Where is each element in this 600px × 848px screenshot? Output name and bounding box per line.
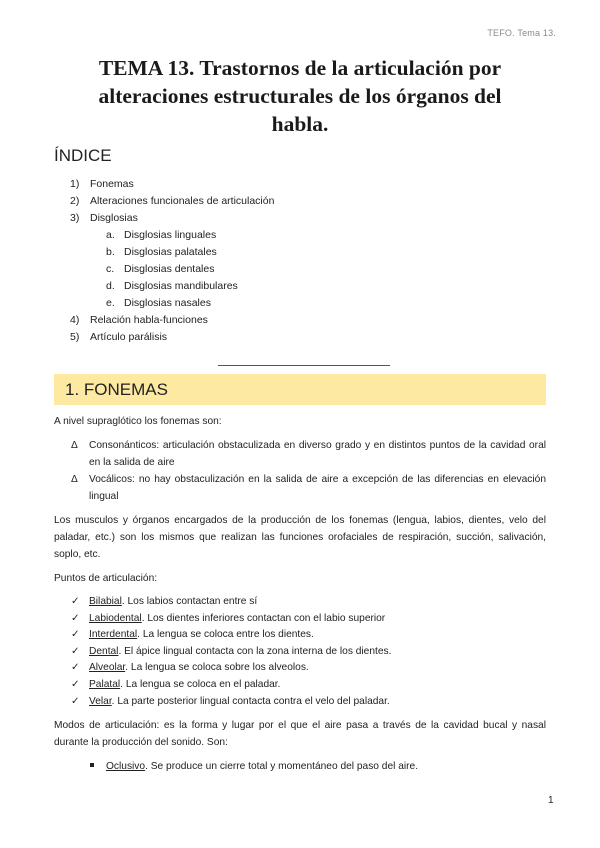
toc-number: 4) <box>70 314 80 326</box>
definition: . La lengua se coloca en el paladar. <box>120 678 281 690</box>
section-heading: 1. FONEMAS <box>65 380 168 399</box>
points-intro: Puntos de articulación: <box>54 573 158 584</box>
articulation-points-list <box>54 594 546 710</box>
term: Dental <box>89 645 119 657</box>
toc-subnumber: a. <box>106 229 115 241</box>
list-item <box>54 627 546 644</box>
toc-sublabel: Disglosias palatales <box>124 246 217 258</box>
toc-subitem <box>70 295 274 312</box>
toc-label: Fonemas <box>90 178 134 190</box>
list-item-text: Consonánticos: articulación obstaculizada en diverso grado y en distintos puntos de la cavidad oral en la salida de aire <box>89 440 546 468</box>
section-heading-bar <box>54 374 546 405</box>
list-item <box>54 660 546 677</box>
toc-sublabel: Disglosias dentales <box>124 263 215 275</box>
title-line-2: alteraciones estructurales de los órganos del <box>98 84 502 108</box>
title-line-1: TEMA 13. Trastornos de la articulación por <box>98 56 502 80</box>
muscles-paragraph: Los musculos y órganos encargados de la producción de los fonemas (lengua, labios, dientes, velo del paladar, etc.) son los mismos que realizan las funciones orofaciales de respiración, succión, salivación, soplo, etc. <box>54 515 546 560</box>
definition: . La parte posterior lingual contacta contra el velo del paladar. <box>111 695 390 707</box>
definition: . Se produce un cierre total y momentáneo del paso del aire. <box>145 761 419 773</box>
toc-item <box>70 193 274 210</box>
checkmark-icon: ✓ <box>71 629 80 641</box>
intro-paragraph: A nivel supraglótico los fonemas son: <box>54 416 222 427</box>
toc-subitem <box>70 227 274 244</box>
title-line-3: habla. <box>271 112 329 136</box>
checkmark-icon: ✓ <box>71 695 80 707</box>
term: Palatal <box>89 678 121 690</box>
toc-number: 1) <box>70 178 80 190</box>
list-item <box>54 471 546 505</box>
term: Interdental <box>89 629 138 641</box>
section-body <box>54 413 546 775</box>
term: Oclusivo <box>106 761 146 773</box>
definition: . El ápice lingual contacta con la zona interna de los dientes. <box>118 645 392 657</box>
term: Velar <box>89 695 112 707</box>
list-item <box>54 437 546 471</box>
running-header: TEFO. Tema 13. <box>487 28 556 38</box>
term: Labiodental <box>89 612 142 624</box>
square-bullet-icon <box>54 758 106 775</box>
toc-subitem <box>70 261 274 278</box>
checkmark-icon: ✓ <box>71 662 80 674</box>
toc-item <box>70 312 274 329</box>
page-number: 1 <box>548 795 554 806</box>
toc-label: Alteraciones funcionales de articulación <box>90 195 275 207</box>
list-item-text: Vocálicos: no hay obstaculización en la salida de aire a excepción de las diferencias en elevación lingual <box>89 474 546 502</box>
term: Alveolar <box>89 662 126 674</box>
toc-sublabel: Disglosias nasales <box>124 297 211 309</box>
term: Bilabial <box>89 596 122 607</box>
delta-bullet-icon: Δ <box>71 474 78 485</box>
definition: . Los labios contactan entre sí <box>121 596 258 607</box>
list-item <box>54 758 546 775</box>
toc-subnumber: e. <box>106 297 115 309</box>
list-item <box>54 594 546 611</box>
list-item <box>54 611 546 628</box>
index-heading: ÍNDICE <box>54 146 112 165</box>
toc-subnumber: d. <box>106 280 115 292</box>
toc-number: 5) <box>70 331 80 343</box>
toc-label: Relación habla-funciones <box>90 314 208 326</box>
phoneme-types-list <box>54 437 546 505</box>
checkmark-icon: ✓ <box>71 645 80 657</box>
divider <box>218 365 390 366</box>
delta-bullet-icon: Δ <box>71 440 78 451</box>
toc-subitem <box>70 244 274 261</box>
toc-number: 3) <box>70 212 80 224</box>
definition: . Los dientes inferiores contactan con el labio superior <box>141 612 386 624</box>
toc-subnumber: b. <box>106 246 115 258</box>
toc-label: Artículo parálisis <box>90 331 168 343</box>
toc-item <box>70 329 274 346</box>
table-of-contents <box>70 176 274 346</box>
toc-subnumber: c. <box>106 263 115 275</box>
checkmark-icon: ✓ <box>71 596 80 607</box>
toc-number: 2) <box>70 195 80 207</box>
checkmark-icon: ✓ <box>71 678 80 690</box>
toc-sublabel: Disglosias linguales <box>124 229 217 241</box>
list-item <box>54 677 546 694</box>
toc-subitem <box>70 278 274 295</box>
toc-item <box>70 210 274 227</box>
list-item <box>54 644 546 661</box>
toc-item <box>70 176 274 193</box>
definition: . La lengua se coloca sobre los alveolos. <box>125 662 309 674</box>
document-title <box>60 54 540 138</box>
modes-paragraph: Modos de articulación: es la forma y lugar por el que el aire pasa a través de la cavidad bucal y nasal durante la producción del sonido. Son: <box>54 720 546 749</box>
toc-label: Disglosias <box>90 212 138 224</box>
toc-sublabel: Disglosias mandibulares <box>124 280 238 292</box>
list-item <box>54 694 546 711</box>
checkmark-icon: ✓ <box>71 612 80 624</box>
definition: . La lengua se coloca entre los dientes. <box>137 629 314 641</box>
